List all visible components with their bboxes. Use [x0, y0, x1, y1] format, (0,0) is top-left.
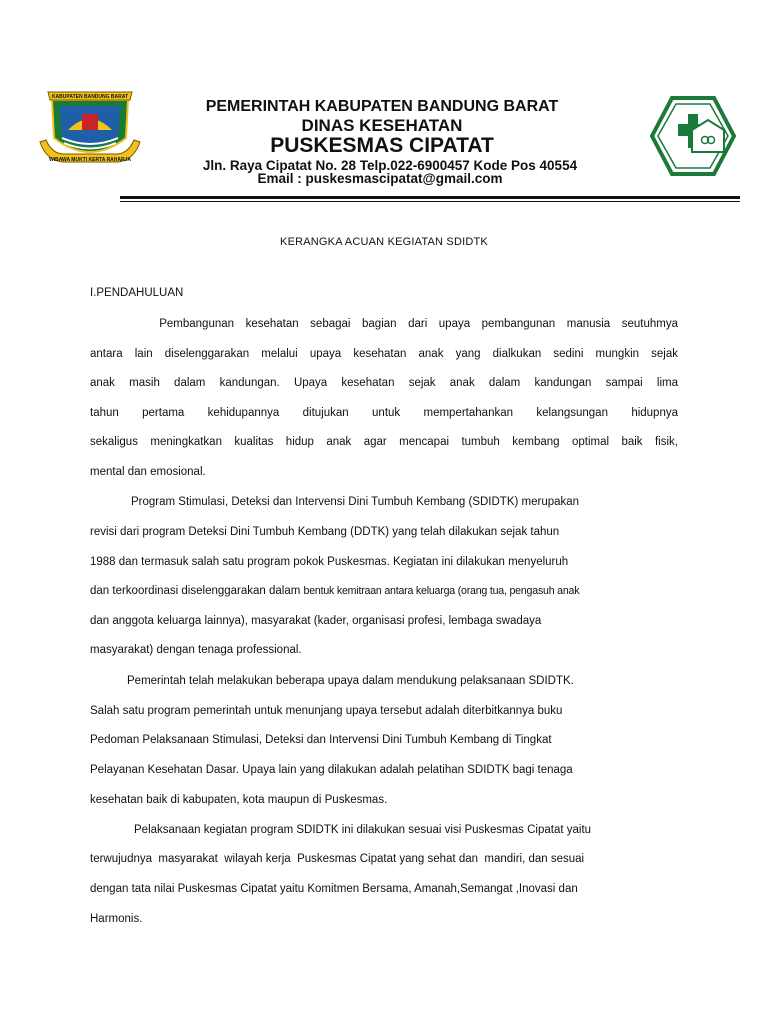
header-email: Email : puskesmascipatat@gmail.com: [257, 171, 503, 186]
header-agency: DINAS KESEHATAN: [301, 116, 463, 135]
paragraph-line: Pelaksanaan kegiatan program SDIDTK ini dilakukan sesuai visi Puskesmas Cipatat yaitu: [134, 824, 592, 836]
paragraph-line: mental dan emosional.: [90, 466, 206, 478]
paragraph-line: tahun pertama kehidupannya ditujukan untuk mempertahankan kelangsungan hidupnya: [90, 407, 678, 419]
paragraph-line: antara lain diselenggarakan melalui upaya kesehatan anak yang dialkukan sedini mungkin sejak: [90, 348, 678, 360]
header-divider-thick: [120, 196, 740, 199]
header-institution: PUSKESMAS CIPATAT: [270, 134, 494, 157]
paragraph-line-condensed: bentuk kemitraan antara keluarga (orang tua, pengasuh anak: [303, 585, 580, 597]
paragraph-line: 1988 dan termasuk salah satu program pokok Puskesmas. Kegiatan ini dilakukan menyeluruh: [90, 556, 569, 568]
paragraph-line: masyarakat) dengan tenaga professional.: [90, 644, 302, 656]
paragraph-line: terwujudnya masyarakat wilayah kerja Puskesmas Cipatat yang sehat dan mandiri, dan sesuai: [90, 853, 585, 865]
section-heading: I.PENDAHULUAN: [90, 287, 184, 299]
paragraph-line: anak masih dalam kandungan. Upaya kesehatan sejak anak dalam kandungan sampai lima: [90, 377, 678, 389]
paragraph-line: sekaligus meningkatkan kualitas hidup anak agar mencapai tumbuh kembang optimal baik fisik,: [90, 436, 678, 448]
paragraph-line: Program Stimulasi, Deteksi dan Intervensi Dini Tumbuh Kembang (SDIDTK) merupakan: [131, 496, 580, 508]
paragraph-line: Salah satu program pemerintah untuk menunjang upaya tersebut adalah diterbitkannya buku: [90, 705, 563, 717]
header-divider-thin: [120, 201, 740, 202]
header-address: Jln. Raya Cipatat No. 28 Telp.022-6900457 Kode Pos 40554: [202, 158, 578, 173]
paragraph-line: Pelayanan Kesehatan Dasar. Upaya lain yang dilakukan adalah pelatihan SDIDTK bagi tenaga: [90, 764, 573, 776]
header-government: PEMERINTAH KABUPATEN BANDUNG BARAT: [205, 98, 559, 115]
svg-text:WIBAWA MUKTI KERTA RAHARJA: WIBAWA MUKTI KERTA RAHARJA: [48, 157, 132, 163]
paragraph-line: Pemerintah telah melakukan beberapa upaya dalam mendukung pelaksanaan SDIDTK.: [127, 675, 574, 687]
paragraph-line: Harmonis.: [90, 913, 143, 925]
document-title: KERANGKA ACUAN KEGIATAN SDIDTK: [280, 236, 488, 248]
paragraph-line: Pembangunan kesehatan sebagai bagian dari upaya pembangunan manusia seutuhmya: [90, 318, 678, 330]
svg-text:KABUPATEN BANDUNG BARAT: KABUPATEN BANDUNG BARAT: [51, 94, 129, 100]
paragraph-line: revisi dari program Deteksi Dini Tumbuh Kembang (DDTK) yang telah dilakukan sejak tahun: [90, 526, 560, 538]
paragraph-line: kesehatan baik di kabupaten, kota maupun di Puskesmas.: [90, 794, 388, 806]
paragraph-line: Pedoman Pelaksanaan Stimulasi, Deteksi dan Intervensi Dini Tumbuh Kembang di Tingkat: [90, 734, 552, 746]
paragraph-line: dengan tata nilai Puskesmas Cipatat yaitu Komitmen Bersama, Amanah,Semangat ,Inovasi dan: [90, 883, 578, 895]
paragraph-line-start: dan terkoordinasi diselenggarakan dalam: [90, 585, 304, 597]
paragraph-line: dan anggota keluarga lainnya), masyarakat (kader, organisasi profesi, lembaga swadaya: [90, 615, 542, 627]
paragraph-line: [90, 585, 579, 597]
